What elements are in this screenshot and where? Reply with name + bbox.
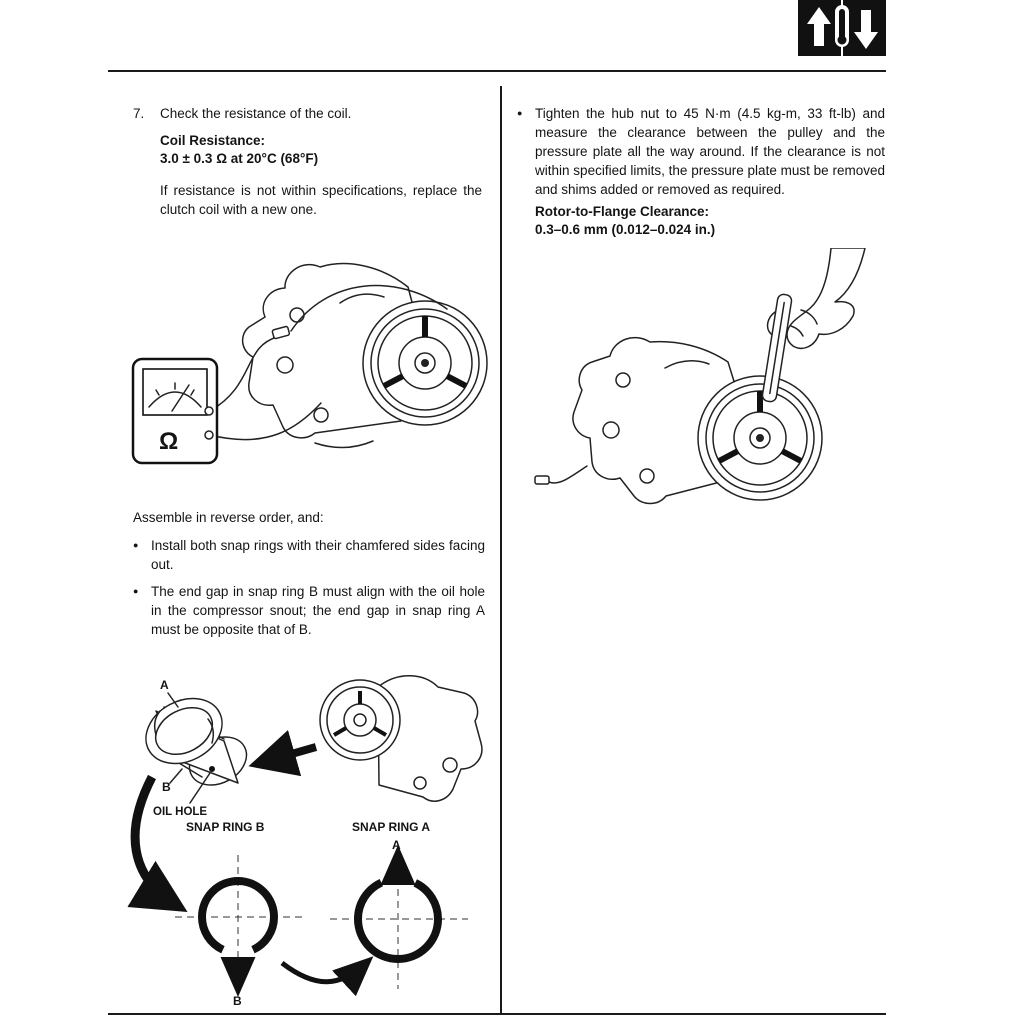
thermometer-icon (835, 5, 849, 47)
bullet-icon: ● (517, 108, 523, 118)
top-rule (108, 70, 886, 72)
body-boss (616, 373, 630, 387)
clearance-measurement-illustration (525, 248, 895, 528)
body-boss (640, 469, 654, 483)
body-boss (277, 357, 293, 373)
coil-wire (549, 466, 587, 483)
bullet-icon: ● (133, 540, 139, 550)
bullet-tighten-hub-nut (517, 104, 885, 199)
bullet-icon: ● (133, 586, 139, 596)
coil-resistance-title: Coil Resistance: (160, 133, 266, 148)
ohm-symbol: Ω (159, 428, 179, 455)
sweep-arrow (135, 777, 176, 905)
meter-terminal (205, 407, 213, 415)
oil-hole (209, 766, 215, 772)
assemble-text: Assemble in reverse order, and: (133, 510, 324, 525)
wire-connector (535, 476, 549, 484)
pulley (363, 301, 487, 425)
snout-label-a: A (160, 678, 169, 692)
bullet-install-text: Install both snap rings with their chamfered sides facing out. (151, 538, 485, 572)
body-detail (315, 441, 373, 448)
bullet-end-gap-text: The end gap in snap ring B must align with the oil hole in the compressor snout; the end gap in snap ring A must be opposite that of B. (151, 584, 485, 637)
snap-ring-a-diagram (330, 853, 468, 989)
ring-b-arrow-label: B (233, 994, 242, 1008)
bullet-end-gap (133, 582, 485, 639)
body-boss (290, 308, 304, 322)
rotation-arrow (282, 963, 366, 982)
meter-terminal (205, 431, 213, 439)
bullet-install-snap-rings (133, 536, 485, 574)
pointing-arrow (260, 747, 316, 763)
coil-resistance-value: 3.0 ± 0.3 Ω at 20°C (68°F) (160, 151, 319, 166)
oil-hole-label: OIL HOLE (153, 806, 208, 818)
clearance-title: Rotor-to-Flange Clearance: (535, 204, 710, 219)
step-number: 7. (133, 106, 145, 121)
bottom-rule (108, 1013, 886, 1015)
body-boss (603, 422, 619, 438)
label-b-leader (170, 769, 182, 783)
snap-ring-illustration (120, 645, 500, 1010)
body-boss (314, 408, 328, 422)
clearance-value: 0.3–0.6 mm (0.012–0.024 in.) (535, 222, 716, 237)
snap-ring-b-label: SNAP RING B (186, 820, 265, 834)
snout-label-b: B (162, 780, 171, 794)
step-text: Check the resistance of the coil. (160, 106, 352, 121)
step-7 (133, 104, 485, 123)
pulley (698, 376, 822, 500)
ring-a-arrow-label: A (392, 838, 401, 852)
bullet-tighten-text: Tighten the hub nut to 45 N·m (4.5 kg-m, 33 ft-lb) and measure the clearance between the pulley and the pressure plate all the way around. If the clearance is not within specified limits, the pressure plate must be removed and shims added or removed as required. (535, 106, 885, 197)
column-divider (500, 86, 502, 1013)
ohmmeter (133, 359, 217, 463)
replace-coil-paragraph: If resistance is not within specifications, replace the clutch coil with a new one. (160, 183, 482, 217)
page-nav-widget[interactable] (798, 0, 886, 56)
compressor-small (320, 676, 482, 801)
ohmmeter-test-illustration (115, 243, 495, 498)
snap-ring-a-label: SNAP RING A (352, 820, 431, 834)
